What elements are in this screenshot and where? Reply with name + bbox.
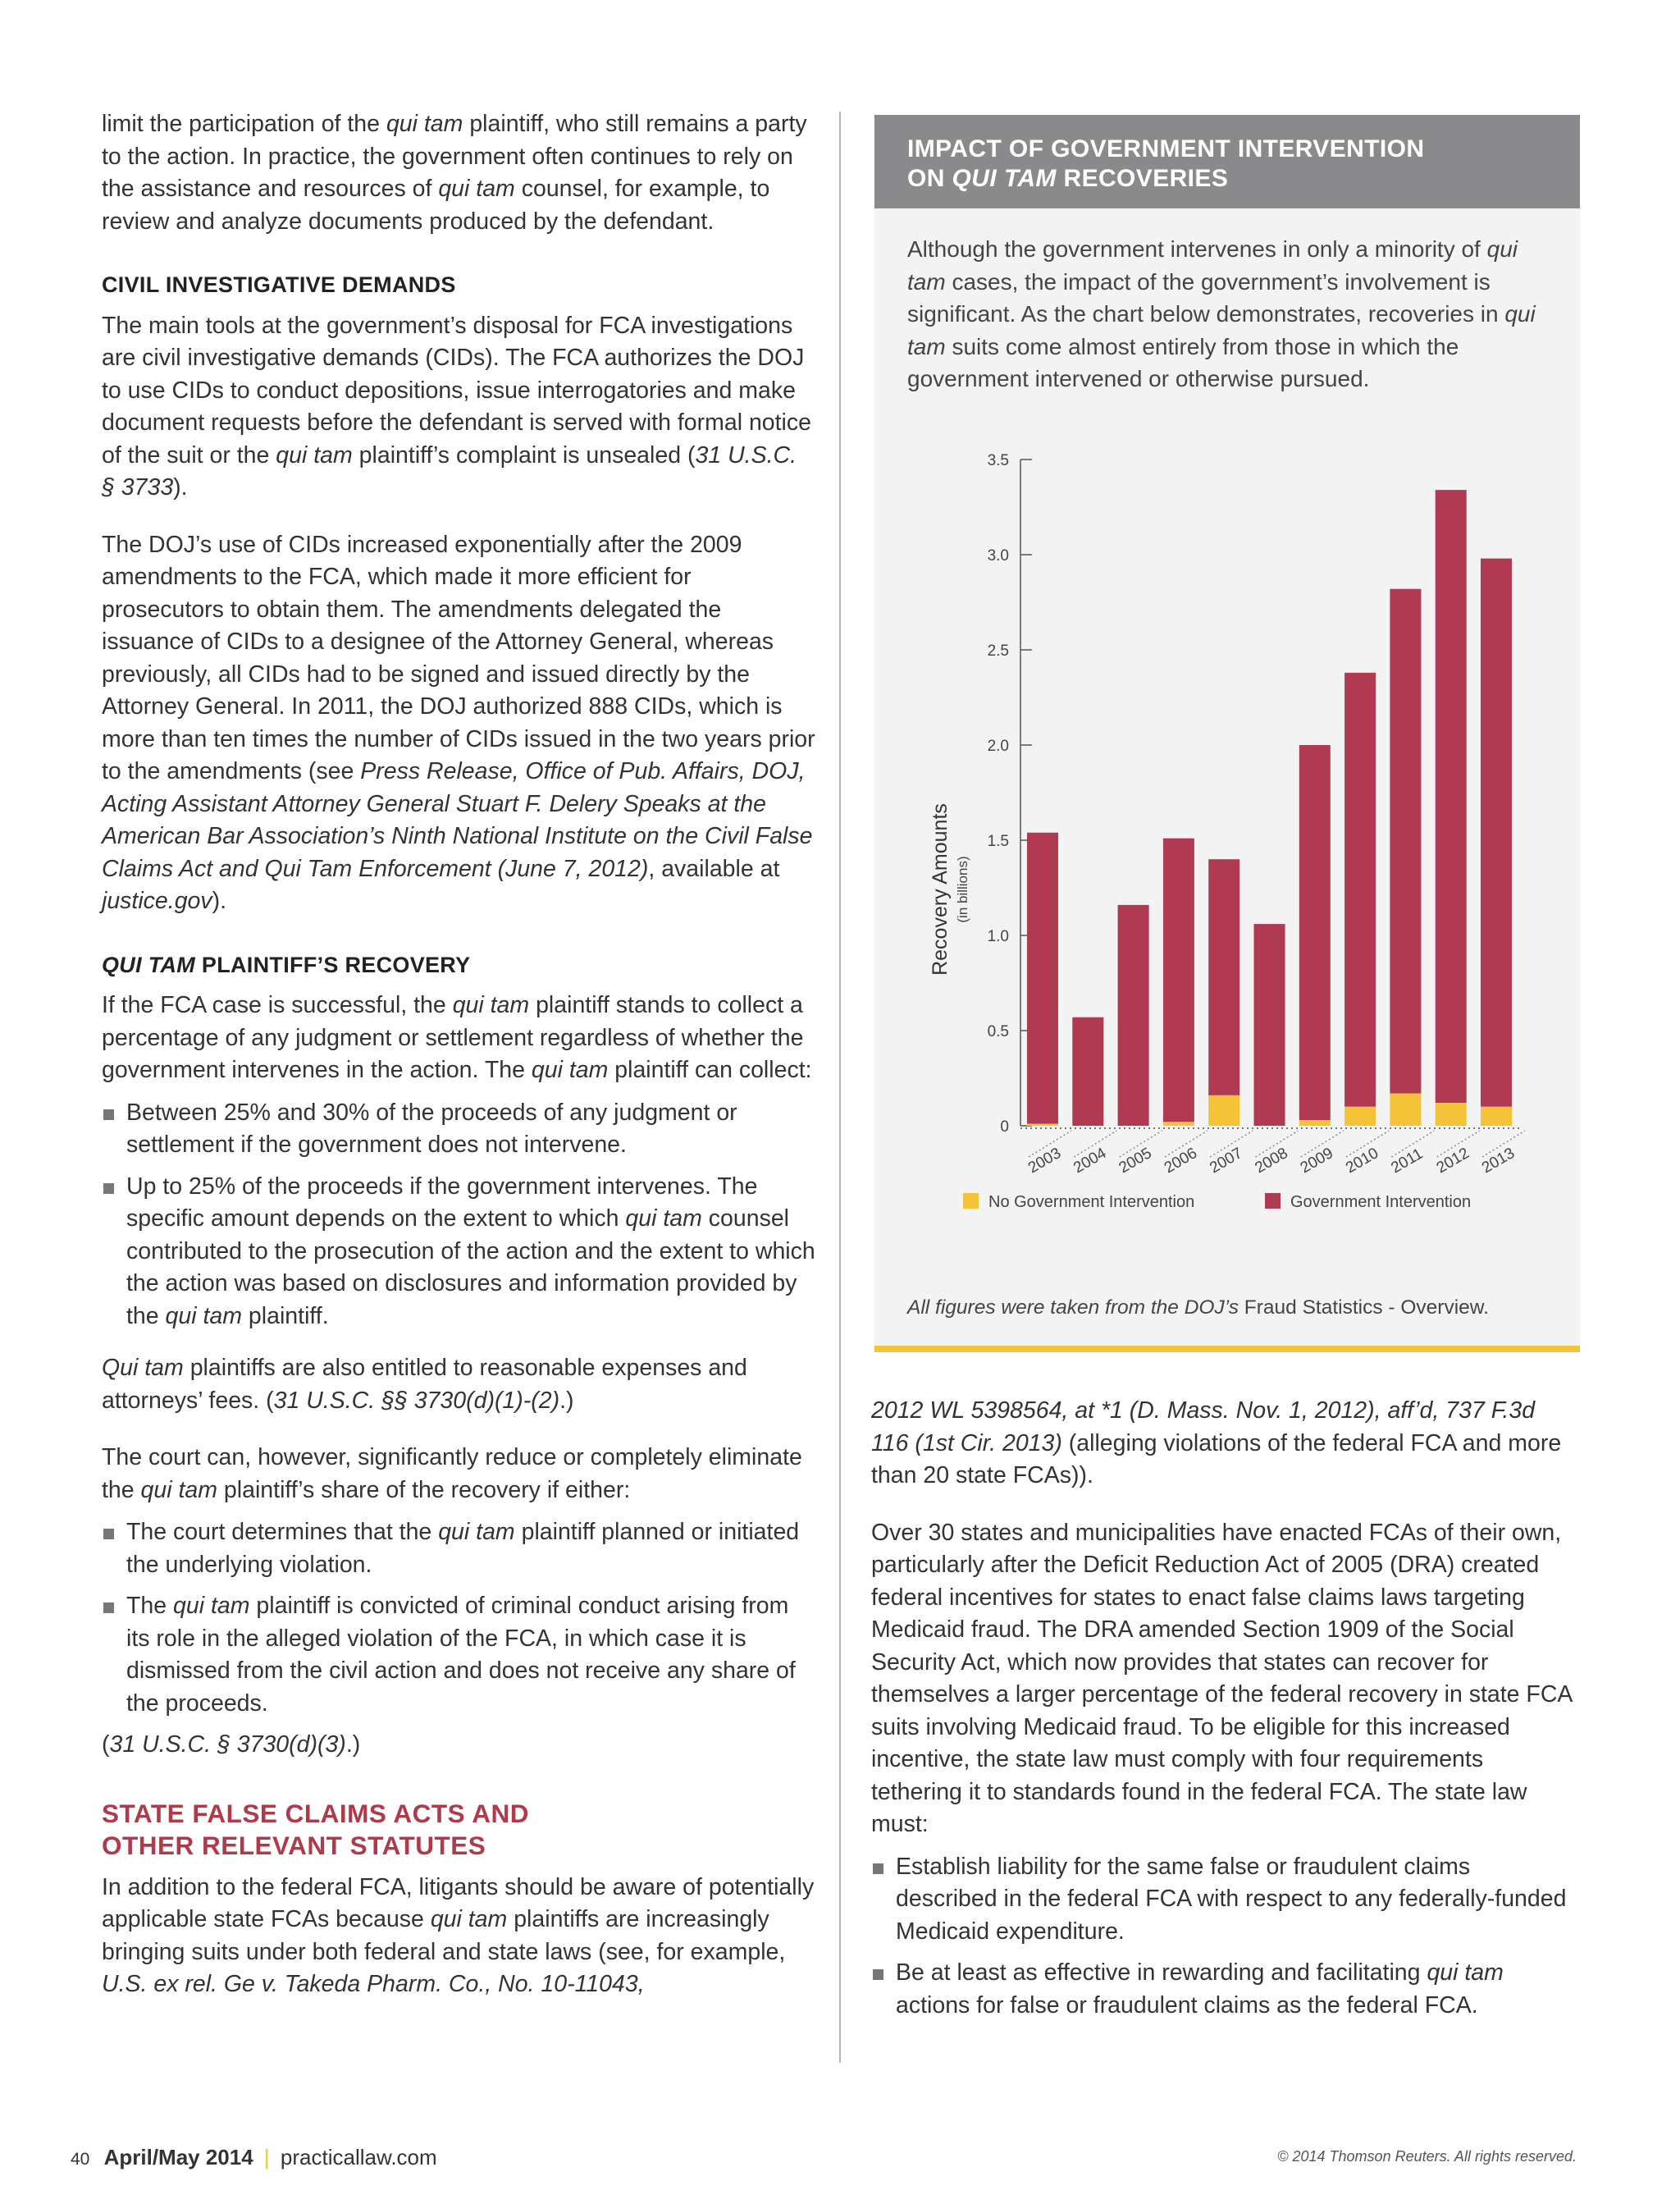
bar-government-intervention xyxy=(1436,490,1467,1103)
sidebar-intro: Although the government intervenes in only a minority of qui tam cases, the impact of the government’s involvement is significant. As the chart below demonstrates, recoveries in qui tam suits come almost entirely from those in which the government intervened or otherwise pursued. xyxy=(907,236,1536,391)
sidebar-box xyxy=(874,115,1580,1352)
page-number: 40 xyxy=(71,2150,90,2169)
list-item: Up to 25% of the proceeds if the government intervenes. The specific amount depends on the extent to which qui tam counsel contributed to the prosecution of the action and the extent to which the action was based on disclosures and information provided by the qui tam plaintiff. xyxy=(102,1171,815,1333)
heading-plaintiff-recovery: QUI TAM PLAINTIFF’S RECOVERY xyxy=(102,952,471,977)
bar-no-government-intervention xyxy=(1163,1122,1194,1126)
bullet-square-icon xyxy=(103,1602,114,1613)
bar-government-intervention xyxy=(1118,905,1149,1126)
list-item: Establish liability for the same false or fraudulent claims described in the federal FCA with respect to any federally-funded Medicaid expenditure. xyxy=(871,1851,1577,1949)
bar-no-government-intervention xyxy=(1027,1124,1058,1126)
bar-government-intervention xyxy=(1072,1017,1103,1126)
recovery-bullet-list xyxy=(102,1097,815,1333)
bar-government-intervention xyxy=(1254,924,1285,1126)
bar-no-government-intervention xyxy=(1299,1120,1331,1126)
bar-no-government-intervention xyxy=(1481,1107,1512,1126)
bullet-square-icon xyxy=(873,1863,883,1874)
legend-label-intervention: Government Intervention xyxy=(1290,1193,1472,1211)
bullet-square-icon xyxy=(103,1183,114,1194)
y-tick-label: 1.5 xyxy=(987,833,1009,850)
list-item: Be at least as effective in rewarding and facilitating qui tam actions for false or fraudulent claims as the federal FCA. xyxy=(871,1957,1577,2022)
bar-government-intervention xyxy=(1481,559,1512,1107)
bar-no-government-intervention xyxy=(1344,1107,1376,1126)
y-tick-label: 3.0 xyxy=(987,547,1009,565)
paragraph-intro: limit the participation of the qui tam plaintiff, who still remains a party to the action. In practice, the government often continues to rely on the assistance and resources of qui tam counsel, for example, to review and analyze documents produced by the defendant. xyxy=(102,111,807,235)
list-item: The qui tam plaintiff is convicted of criminal conduct arising from its role in the alleged violation of the FCA, in which case it is dismissed from the civil action and does not receive any share of the proceeds. xyxy=(102,1590,815,1720)
x-tick-label: 2007 xyxy=(1207,1145,1246,1177)
paragraph-state-fcas: In addition to the federal FCA, litigants should be aware of potentially applicable state FCAs because qui tam plaintiffs are increasingly bringing suits under both federal and state laws (see, for example, U.S. ex rel. Ge v. Takeda Pharm. Co., No. 10-11043, xyxy=(102,1873,815,1997)
bar-government-intervention xyxy=(1027,833,1058,1124)
paragraph-citation: (31 U.S.C. § 3730(d)(3).) xyxy=(102,1731,361,1758)
x-tick-label: 2009 xyxy=(1297,1145,1336,1177)
y-tick-label: 2.5 xyxy=(987,642,1009,660)
bar-government-intervention xyxy=(1344,673,1376,1107)
chart-source-note: All figures were taken from the DOJ’s Fraud Statistics - Overview. xyxy=(907,1296,1489,1319)
heading-civil-investigative-demands: CIVIL INVESTIGATIVE DEMANDS xyxy=(102,272,456,297)
legend-swatch-no-intervention xyxy=(963,1193,979,1209)
x-tick-label: 2006 xyxy=(1161,1145,1201,1177)
copyright-notice: © 2014 Thomson Reuters. All rights reserved. xyxy=(1277,2148,1577,2165)
paragraph-cid-increase: The DOJ’s use of CIDs increased exponentially after the 2009 amendments to the FCA, which made it more efficient for prosecutors to obtain them. The amendments delegated the issuance of CIDs to a designee of the Attorney General, whereas previously, all CIDs had to be signed and issued directly by the Attorney General. In 2011, the DOJ authorized 888 CIDs, which is more than ten times the number of CIDs issued in the two years prior to the amendments (see Press Release, Office of Pub. Affairs, DOJ, Acting Assistant Attorney General Stuart F. Delery Speaks at the American Bar Association’s Ninth National Institute on the Civil False Claims Act and Qui Tam Enforcement (June 7, 2012), available at justice.gov). xyxy=(102,531,815,914)
state-law-bullet-list xyxy=(871,1851,1577,2023)
x-tick-label: 2003 xyxy=(1025,1145,1065,1177)
right-column xyxy=(871,1395,1577,2038)
bullet-square-icon xyxy=(873,1969,883,1980)
paragraph-expenses: Qui tam plaintiffs are also entitled to reasonable expenses and attorneys’ fees. (31 U.S.C. §§ 3730(d)(1)-(2).) xyxy=(102,1355,747,1414)
y-tick-label: 0.5 xyxy=(987,1023,1009,1040)
bullet-square-icon xyxy=(103,1109,114,1120)
y-axis-label: Recovery Amounts xyxy=(929,803,952,976)
reduction-bullet-list xyxy=(102,1516,815,1720)
bar-government-intervention xyxy=(1208,859,1239,1095)
bar-no-government-intervention xyxy=(1436,1103,1467,1126)
paragraph-case-cite: 2012 WL 5398564, at *1 (D. Mass. Nov. 1, 2012), aff’d, 737 F.3d 116 (1st Cir. 2013) (alleging violations of the federal FCA and more than 20 state FCAs)). xyxy=(871,1397,1562,1488)
y-tick-label: 0 xyxy=(1000,1118,1009,1136)
x-tick-label: 2004 xyxy=(1071,1145,1110,1177)
legend-label-no-intervention: No Government Intervention xyxy=(988,1193,1195,1211)
issue-date: April/May 2014 xyxy=(103,2145,253,2169)
column-divider xyxy=(839,112,841,2063)
paragraph-dra: Over 30 states and municipalities have enacted FCAs of their own, particularly after the Deficit Reduction Act of 2005 (DRA) created federal incentives for states to enact false claims laws targeting Medicaid fraud. The DRA amended Section 1909 of the Social Security Act, which now provides that states can recover for themselves a larger percentage of the federal recovery in state FCA suits involving Medicaid fraud. To be eligible for this increased incentive, the state law must comply with four requirements tethering it to standards found in the federal FCA. The state law must: xyxy=(871,1519,1572,1837)
x-tick-label: 2005 xyxy=(1116,1145,1155,1177)
page-footer xyxy=(71,2145,437,2170)
heading-state-false-claims-acts: STATE FALSE CLAIMS ACTS AND OTHER RELEVANT STATUTES xyxy=(102,1798,529,1860)
x-tick-label: 2013 xyxy=(1479,1145,1518,1177)
x-tick-label: 2011 xyxy=(1388,1145,1427,1177)
site-link[interactable]: practicallaw.com xyxy=(280,2145,437,2169)
list-item: The court determines that the qui tam plaintiff planned or initiated the underlying violation. xyxy=(102,1516,815,1581)
y-tick-label: 1.0 xyxy=(987,928,1009,945)
footer-separator: | xyxy=(263,2145,270,2169)
sidebar-title: IMPACT OF GOVERNMENT INTERVENTION ON QUI TAM RECOVERIES xyxy=(907,135,1425,192)
x-tick-label: 2008 xyxy=(1252,1145,1291,1177)
bar-government-intervention xyxy=(1299,745,1331,1120)
sidebar-bottom-rule xyxy=(874,1346,1580,1352)
y-axis-sublabel: (in billions) xyxy=(955,856,970,923)
y-tick-label: 2.0 xyxy=(987,738,1009,755)
left-column xyxy=(102,108,815,2026)
recoveries-bar-chart xyxy=(874,115,1580,1296)
y-tick-label: 3.5 xyxy=(987,452,1009,469)
bar-no-government-intervention xyxy=(1208,1095,1239,1126)
bar-no-government-intervention xyxy=(1390,1094,1421,1126)
bullet-square-icon xyxy=(103,1529,114,1539)
paragraph-cid-tools: The main tools at the government’s disposal for FCA investigations are civil investigative demands (CIDs). The FCA authorizes the DOJ to use CIDs to conduct depositions, issue interrogatories and make document requests before the defendant is served with formal notice of the suit or the qui tam plaintiff’s complaint is unsealed (31 U.S.C. § 3733). xyxy=(102,312,811,501)
paragraph-recovery: If the FCA case is successful, the qui tam plaintiff stands to collect a percentage of any judgment or settlement regardless of whether the government intervenes in the action. The qui tam plaintiff can collect: xyxy=(102,992,812,1083)
bar-government-intervention xyxy=(1163,839,1194,1122)
list-item: Between 25% and 30% of the proceeds of any judgment or settlement if the government does not intervene. xyxy=(102,1097,815,1162)
paragraph-reduction: The court can, however, significantly reduce or completely eliminate the qui tam plaintiff’s share of the recovery if either: xyxy=(102,1444,802,1503)
x-tick-label: 2012 xyxy=(1433,1145,1472,1177)
x-tick-label: 2010 xyxy=(1343,1145,1382,1177)
bar-government-intervention xyxy=(1390,589,1421,1094)
legend-swatch-intervention xyxy=(1265,1193,1281,1209)
